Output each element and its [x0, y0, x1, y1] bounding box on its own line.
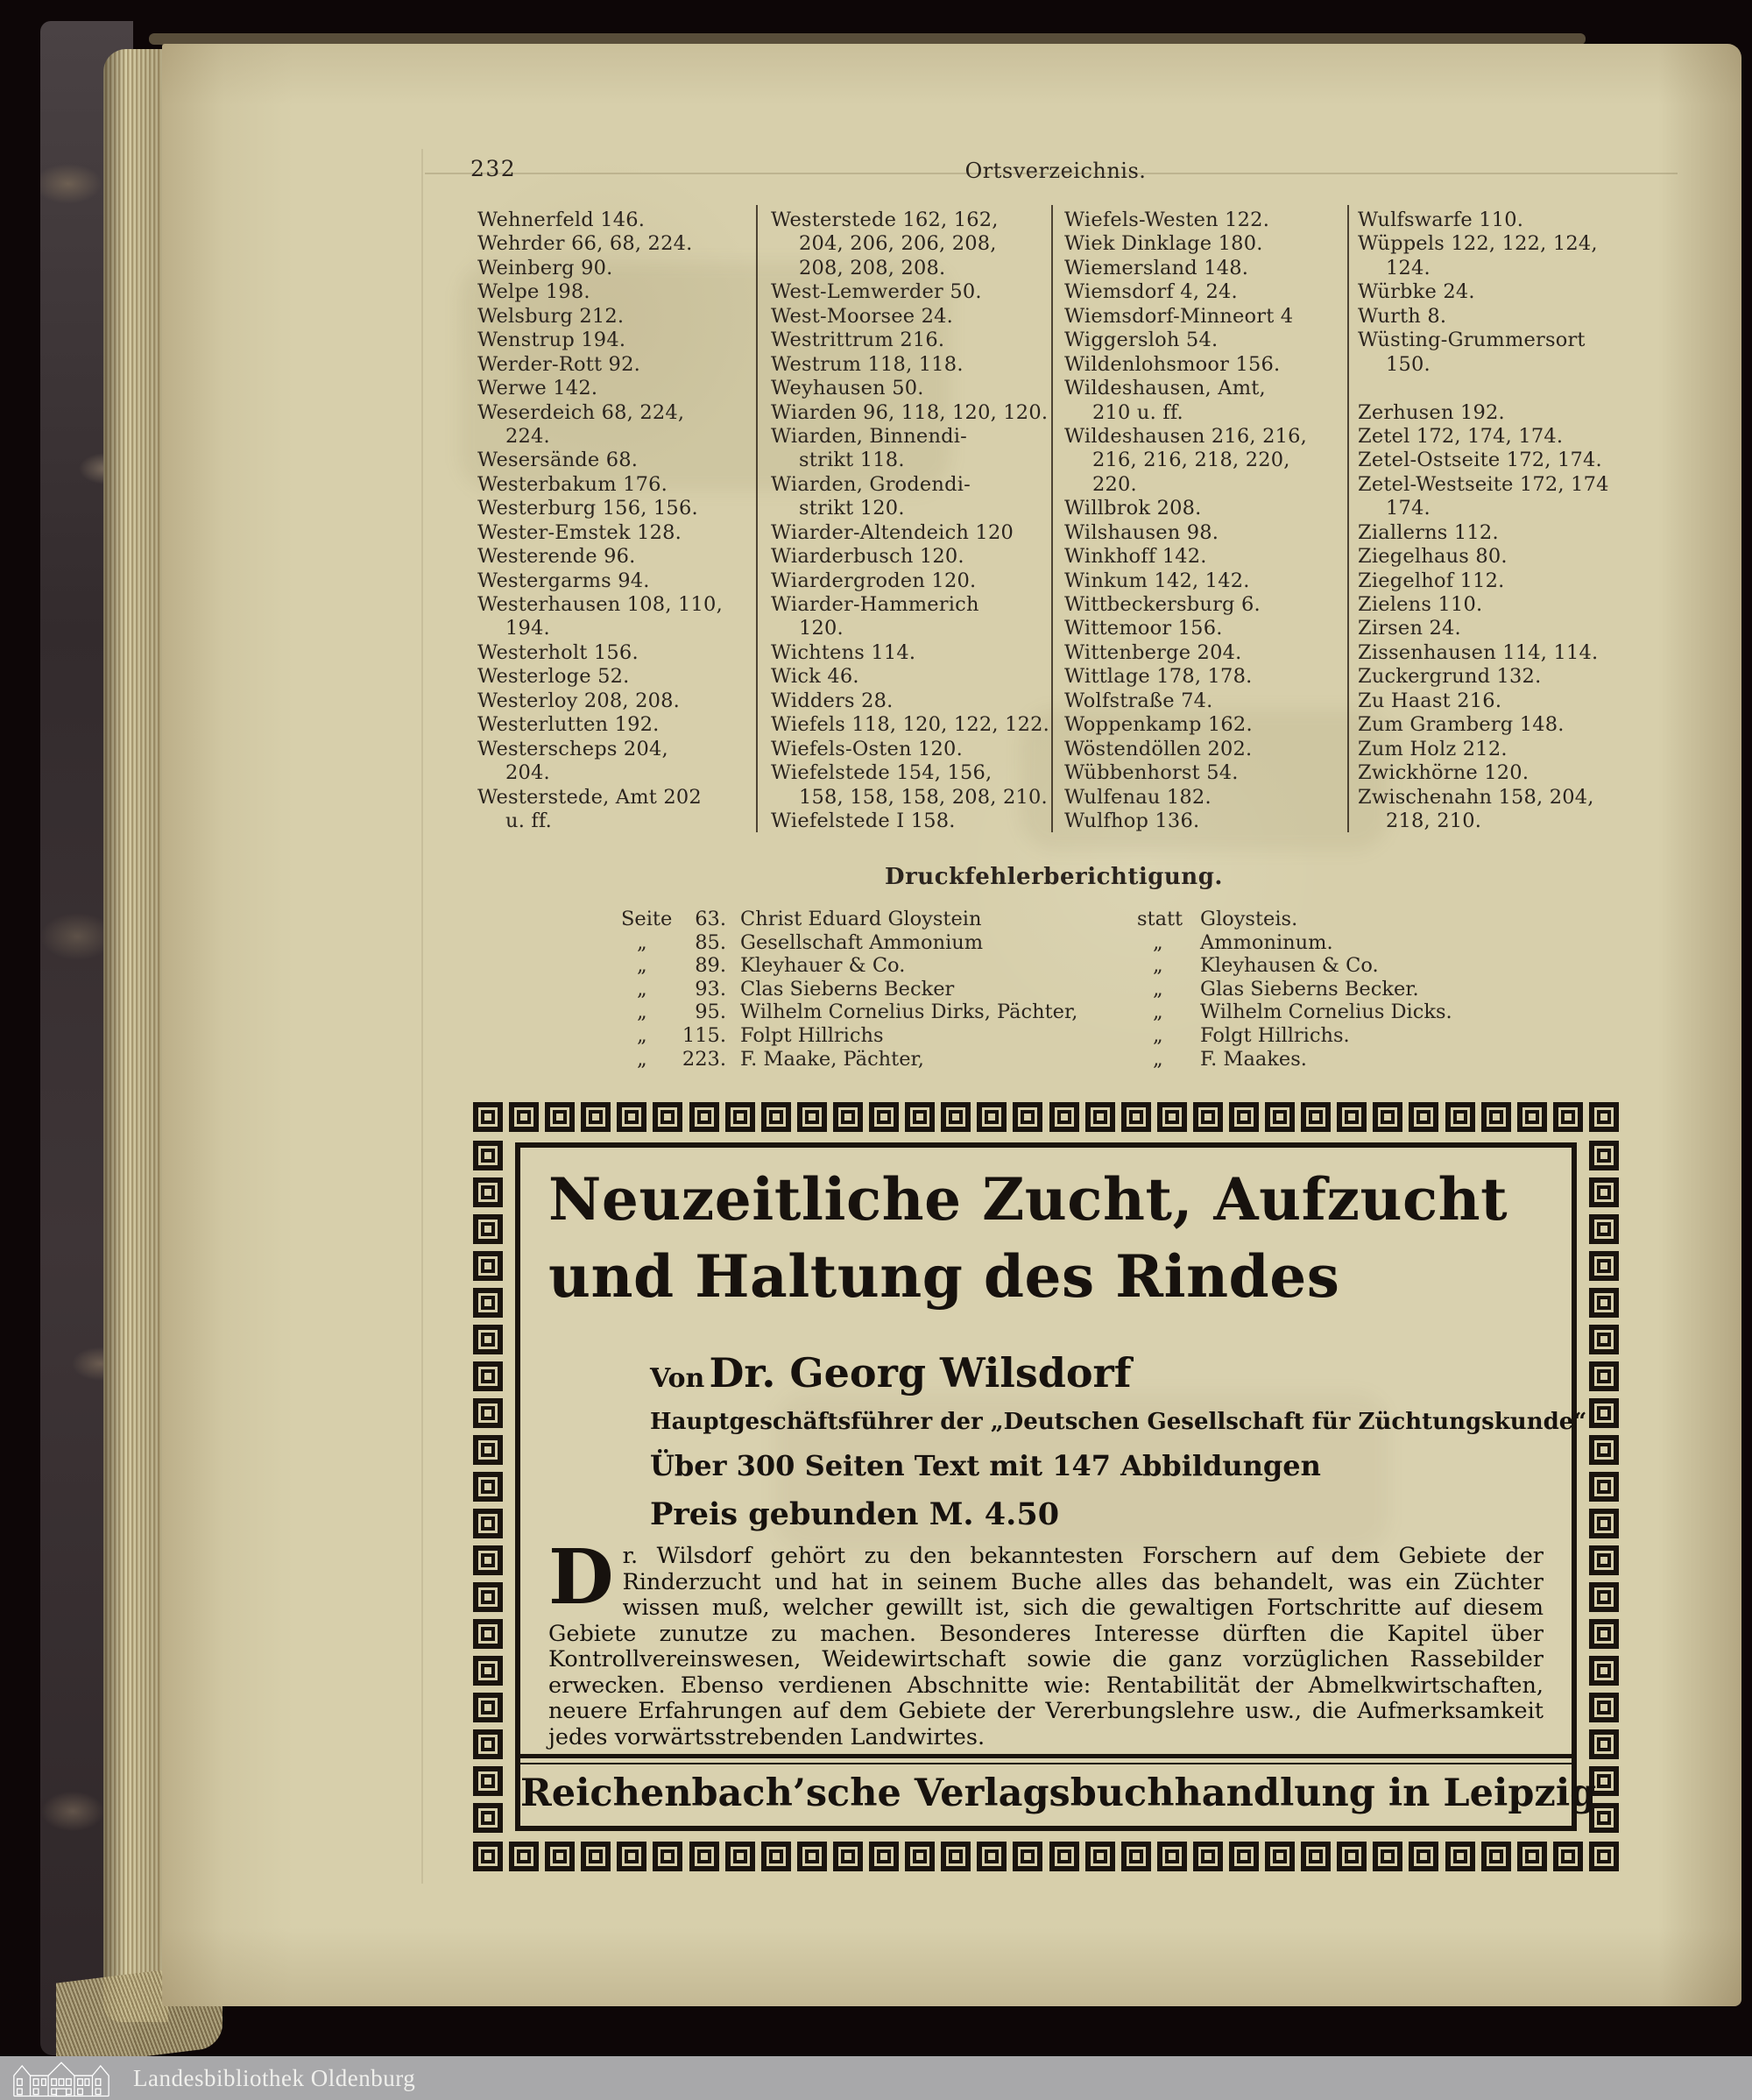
- meander-square-ornament: [689, 1102, 719, 1132]
- index-line: Welpe 198.: [477, 280, 590, 304]
- library-footer-bar: [0, 2056, 1752, 2100]
- meander-square-ornament: [1589, 1509, 1619, 1538]
- meander-square-ornament: [545, 1102, 575, 1132]
- meander-square-ornament: [1373, 1842, 1402, 1871]
- meander-square-ornament: [1085, 1842, 1115, 1871]
- index-line: Wiefelstede I 158.: [771, 809, 956, 832]
- meander-square-ornament: [833, 1102, 863, 1132]
- errata-cell: 85.: [695, 930, 726, 954]
- meander-square-ornament: [1157, 1102, 1187, 1132]
- ad-author: Dr. Georg Wilsdorf: [709, 1349, 1132, 1396]
- meander-square-ornament: [509, 1102, 539, 1132]
- ad-dropcap: D: [548, 1533, 614, 1622]
- meander-square-ornament: [1589, 1842, 1619, 1871]
- index-line: 220.: [1092, 472, 1137, 496]
- ad-title-line2: und Haltung des Rindes: [548, 1242, 1340, 1311]
- errata-row: [621, 1048, 1077, 1071]
- meander-square-ornament: [689, 1842, 719, 1871]
- index-line: Westerlutten 192.: [477, 713, 660, 737]
- errata-row: [621, 931, 1077, 955]
- meander-square-ornament: [509, 1842, 539, 1871]
- meander-square-ornament: [473, 1729, 503, 1759]
- index-line: strikt 118.: [799, 449, 905, 472]
- errata-cell: 63.: [695, 908, 726, 930]
- errata-row: [1137, 1001, 1452, 1024]
- index-line: Westerloy 208, 208.: [477, 689, 681, 712]
- errata-row: [621, 1024, 1077, 1048]
- meander-square-ornament: [1337, 1842, 1367, 1871]
- meander-square-ornament: [473, 1656, 503, 1686]
- index-line: Wick 46.: [771, 665, 859, 689]
- index-line: Westerende 96.: [477, 545, 636, 569]
- index-line: u. ff.: [505, 809, 553, 832]
- index-line: Wiemsdorf 4, 24.: [1064, 280, 1238, 304]
- meander-square-ornament: [473, 1141, 503, 1170]
- meander-square-ornament: [1193, 1842, 1223, 1871]
- errata-row: [621, 954, 1077, 978]
- meander-square-ornament: [1589, 1398, 1619, 1428]
- ad-description-text: r. Wilsdorf gehört zu den bekanntesten Forschern auf dem Gebiete der Rinderzucht und hat in seinem Buche alles das behandelt, was ein Züchter wissen muß, welcher gewillt ist, sich die gewaltigen Fortschritte auf diesem Gebiete zunutze zu machen. Besonderes Interesse dürften die Kapitel über Kontrollvereinswesen, Weidewirtschaft sowie die ganz vorzüglichen Rassebilder erwecken. Ebenso verdienen Abschnitte wie: Rentabilität der Abmelkwirtschaften, neuere Erfahrungen auf dem Gebiete der Vererbungslehre usw., die Aufmerksamkeit jedes vorwärtsstrebenden Landwirtes.: [548, 1543, 1544, 1750]
- meander-square-ornament: [1229, 1102, 1259, 1132]
- index-line: Ziegelhaus 80.: [1358, 545, 1508, 569]
- meander-square-ornament: [1229, 1842, 1259, 1871]
- library-building-logo: [12, 2059, 110, 2097]
- index-line: Westerbakum 176.: [477, 472, 668, 496]
- meander-square-ornament: [1049, 1842, 1079, 1871]
- index-line: Werwe 142.: [477, 377, 598, 400]
- index-line: 208, 208, 208.: [799, 256, 946, 279]
- index-line: 210 u. ff.: [1092, 400, 1183, 424]
- meander-square-ornament: [1589, 1214, 1619, 1244]
- meander-square-ornament: [797, 1842, 827, 1871]
- meander-square-ornament: [1589, 1582, 1619, 1612]
- index-column-2: [771, 209, 1065, 833]
- index-line: Wiefelstede 154, 156,: [771, 761, 993, 785]
- index-line: Wiemersland 148.: [1064, 256, 1249, 279]
- meander-square-ornament: [1121, 1842, 1151, 1871]
- index-line: Wiemsdorf-Minneort 4: [1064, 304, 1294, 328]
- errata-cell: „: [637, 930, 647, 954]
- index-line: Wittemoor 156.: [1064, 617, 1223, 640]
- index-line: Wilshausen 98.: [1064, 520, 1219, 544]
- index-line: Wiek Dinklage 180.: [1064, 232, 1263, 256]
- errata-cell: Wilhelm Cornelius Dicks.: [1200, 1001, 1452, 1024]
- index-line: Wenstrup 194.: [477, 329, 626, 352]
- meander-border-bottom: [473, 1842, 1619, 1871]
- meander-square-ornament: [473, 1102, 503, 1132]
- errata-cell: Gesellschaft Ammonium: [740, 930, 984, 954]
- errata-cell: Folgt Hillrichs.: [1200, 1023, 1350, 1047]
- index-column-3: [1064, 209, 1359, 833]
- meander-square-ornament: [473, 1435, 503, 1465]
- ad-byline: [650, 1349, 1132, 1396]
- meander-square-ornament: [1589, 1361, 1619, 1391]
- ad-description: [548, 1533, 1544, 1750]
- index-line: Westerburg 156, 156.: [477, 497, 698, 520]
- errata-correction-column: [1137, 908, 1452, 1071]
- errata-cell: Gloysteis.: [1200, 908, 1298, 930]
- index-line: Wiarderbusch 120.: [771, 545, 964, 569]
- ad-publisher: Reichenbach’sche Verlagsbuchhandlung in Leipzig: [520, 1771, 1597, 1815]
- errata-row: [621, 1001, 1077, 1024]
- index-line: Wiarden, Binnendi-: [771, 424, 967, 448]
- meander-square-ornament: [1481, 1102, 1511, 1132]
- index-line: Wöstendöllen 202.: [1064, 737, 1253, 760]
- index-column-1: [477, 209, 772, 833]
- index-line: Widders 28.: [771, 689, 894, 712]
- errata-cell: „: [637, 1023, 647, 1047]
- meander-square-ornament: [797, 1102, 827, 1132]
- errata-row: [1137, 978, 1452, 1001]
- meander-square-ornament: [1049, 1102, 1079, 1132]
- index-line: Zerhusen 192.: [1358, 400, 1505, 424]
- meander-square-ornament: [869, 1102, 899, 1132]
- index-line: Ziegelhof 112.: [1358, 569, 1505, 592]
- meander-square-ornament: [1589, 1325, 1619, 1354]
- index-line: Westrum 118, 118.: [771, 352, 964, 376]
- index-line: West-Moorsee 24.: [771, 304, 953, 328]
- meander-square-ornament: [545, 1842, 575, 1871]
- errata-cell: statt: [1137, 908, 1183, 930]
- index-line: Westrittrum 216.: [771, 329, 945, 352]
- ad-divider-rule: [520, 1754, 1572, 1764]
- ad-title-line1: Neuzeitliche Zucht, Aufzucht: [548, 1165, 1508, 1234]
- errata-row: [621, 908, 1077, 931]
- index-line: Wildenlohsmoor 156.: [1064, 352, 1281, 376]
- meander-square-ornament: [473, 1803, 503, 1833]
- errata-cell: Folpt Hillrichs: [740, 1023, 884, 1047]
- errata-cell: 95.: [695, 1001, 726, 1024]
- index-line: Westerstede 162, 162,: [771, 209, 999, 231]
- index-line: Wulfhop 136.: [1064, 809, 1200, 832]
- meander-square-ornament: [473, 1509, 503, 1538]
- meander-square-ornament: [1265, 1842, 1295, 1871]
- index-column-4: [1358, 209, 1652, 833]
- meander-square-ornament: [473, 1288, 503, 1318]
- index-line: Weyhausen 50.: [771, 377, 924, 400]
- meander-square-ornament: [1589, 1472, 1619, 1502]
- index-line: Wulfswarfe 110.: [1358, 209, 1524, 231]
- index-line: Wulfenau 182.: [1064, 785, 1212, 809]
- index-line: Zwischenahn 158, 204,: [1358, 785, 1594, 809]
- errata-row: [1137, 1024, 1452, 1048]
- ad-price: Preis gebunden M. 4.50: [650, 1496, 1060, 1532]
- meander-square-ornament: [653, 1842, 682, 1871]
- meander-square-ornament: [473, 1842, 503, 1871]
- meander-square-ornament: [1589, 1177, 1619, 1207]
- errata-cell: Seite: [621, 908, 673, 930]
- index-line: Wiardergroden 120.: [771, 569, 977, 592]
- index-line: 224.: [505, 424, 550, 448]
- meander-square-ornament: [1589, 1729, 1619, 1759]
- errata-cell: F. Maake, Pächter,: [740, 1047, 924, 1071]
- meander-square-ornament: [473, 1766, 503, 1796]
- index-line: Zirsen 24.: [1358, 617, 1461, 640]
- ad-book-details: Über 300 Seiten Text mit 147 Abbildungen: [650, 1449, 1321, 1482]
- meander-square-ornament: [581, 1842, 611, 1871]
- index-line: Wiarder-Altendeich 120: [771, 520, 1014, 544]
- index-line: [1358, 377, 1652, 400]
- index-line: 124.: [1386, 256, 1431, 279]
- meander-square-ornament: [869, 1842, 899, 1871]
- meander-square-ornament: [941, 1102, 971, 1132]
- meander-square-ornament: [1481, 1842, 1511, 1871]
- index-line: Wüppels 122, 122, 124,: [1358, 232, 1598, 256]
- errata-cell: Kleyhausen & Co.: [1200, 954, 1379, 978]
- page-edge-stack: [103, 49, 168, 2022]
- meander-square-ornament: [977, 1102, 1007, 1132]
- index-line: Wurth 8.: [1358, 304, 1447, 328]
- index-line: Zetel-Ostseite 172, 174.: [1358, 449, 1602, 472]
- running-header: Ortsverzeichnis.: [964, 159, 1147, 183]
- errata-cell: „: [637, 954, 647, 978]
- index-line: Wiarder-Hammerich: [771, 593, 979, 616]
- meander-square-ornament: [1013, 1842, 1042, 1871]
- meander-square-ornament: [1589, 1141, 1619, 1170]
- meander-square-ornament: [473, 1545, 503, 1575]
- book-page: [162, 44, 1741, 2006]
- index-line: Zissenhausen 114, 114.: [1358, 640, 1599, 664]
- errata-cell: „: [1153, 954, 1163, 978]
- index-line: Würbke 24.: [1358, 280, 1475, 304]
- meander-square-ornament: [1337, 1102, 1367, 1132]
- errata-row: [621, 978, 1077, 1001]
- meander-square-ornament: [905, 1842, 935, 1871]
- errata-cell: „: [1153, 977, 1163, 1001]
- index-line: 194.: [505, 617, 550, 640]
- index-line: Wiggersloh 54.: [1064, 329, 1219, 352]
- errata-cell: 223.: [682, 1047, 726, 1071]
- errata-row: [1137, 931, 1452, 955]
- index-line: strikt 120.: [799, 497, 905, 520]
- errata-cell: „: [1153, 1023, 1163, 1047]
- meander-square-ornament: [1553, 1842, 1583, 1871]
- meander-square-ornament: [1517, 1842, 1547, 1871]
- meander-square-ornament: [1409, 1102, 1438, 1132]
- index-line: Westerhausen 108, 110,: [477, 593, 723, 616]
- meander-square-ornament: [1517, 1102, 1547, 1132]
- meander-square-ornament: [1013, 1102, 1042, 1132]
- index-line: Wester-Emstek 128.: [477, 520, 682, 544]
- meander-square-ornament: [1085, 1102, 1115, 1132]
- meander-square-ornament: [617, 1842, 646, 1871]
- index-line: 216, 216, 218, 220,: [1092, 449, 1290, 472]
- meander-square-ornament: [473, 1582, 503, 1612]
- meander-square-ornament: [1589, 1288, 1619, 1318]
- errata-cell: 93.: [695, 977, 726, 1001]
- index-line: Westerholt 156.: [477, 640, 639, 664]
- index-line: Wittenberge 204.: [1064, 640, 1242, 664]
- index-line: Zetel-Westseite 172, 174: [1358, 472, 1609, 496]
- meander-square-ornament: [473, 1325, 503, 1354]
- errata-cell: „: [637, 977, 647, 1001]
- index-line: Zu Haast 216.: [1358, 689, 1502, 712]
- meander-square-ornament: [473, 1693, 503, 1722]
- meander-square-ornament: [617, 1102, 646, 1132]
- index-line: Wiefels-Osten 120.: [771, 737, 963, 760]
- meander-square-ornament: [1589, 1693, 1619, 1722]
- meander-square-ornament: [1589, 1102, 1619, 1132]
- meander-square-ornament: [725, 1102, 755, 1132]
- meander-square-ornament: [473, 1398, 503, 1428]
- index-line: West-Lemwerder 50.: [771, 280, 982, 304]
- meander-square-ornament: [1301, 1102, 1331, 1132]
- index-line: Zielens 110.: [1358, 593, 1483, 616]
- advertisement-box: [515, 1142, 1597, 1831]
- index-line: 204, 206, 206, 208,: [799, 232, 997, 256]
- meander-square-ornament: [473, 1361, 503, 1391]
- index-line: Wesersände 68.: [477, 449, 639, 472]
- meander-square-ornament: [1589, 1656, 1619, 1686]
- meander-square-ornament: [977, 1842, 1007, 1871]
- errata-row: [1137, 908, 1452, 931]
- errata-row: [1137, 954, 1452, 978]
- errata-cell: 89.: [695, 954, 726, 978]
- index-line: Werder-Rott 92.: [477, 352, 640, 376]
- errata-cell: Glas Sieberns Becker.: [1200, 977, 1419, 1001]
- meander-square-ornament: [473, 1177, 503, 1207]
- index-line: Wolfstraße 74.: [1064, 689, 1213, 712]
- index-line: Winkum 142, 142.: [1064, 569, 1250, 592]
- index-line: 204.: [505, 761, 550, 785]
- meander-square-ornament: [761, 1842, 791, 1871]
- errata-cell: „: [1153, 1047, 1163, 1071]
- index-line: Westerloge 52.: [477, 665, 630, 689]
- errata-cell: Christ Eduard Gloystein: [740, 908, 982, 930]
- index-line: Wichtens 114.: [771, 640, 916, 664]
- index-line: Wildeshausen 216, 216,: [1064, 424, 1308, 448]
- meander-border-left: [473, 1141, 503, 1833]
- meander-square-ornament: [1121, 1102, 1151, 1132]
- index-line: Wiarden 96, 118, 120, 120.: [771, 400, 1049, 424]
- index-line: Zum Holz 212.: [1358, 737, 1508, 760]
- index-line: Welsburg 212.: [477, 304, 625, 328]
- meander-square-ornament: [941, 1842, 971, 1871]
- errata-cell: „: [1153, 930, 1163, 954]
- page-number: 232: [470, 156, 517, 181]
- errata-cell: „: [637, 1001, 647, 1024]
- meander-square-ornament: [653, 1102, 682, 1132]
- index-line: Wildeshausen, Amt,: [1064, 377, 1266, 400]
- meander-border-right: [1589, 1141, 1619, 1833]
- meander-square-ornament: [761, 1102, 791, 1132]
- index-line: 218, 210.: [1386, 809, 1482, 832]
- meander-square-ornament: [833, 1842, 863, 1871]
- index-line: Weinberg 90.: [477, 256, 613, 279]
- meander-border-top: [473, 1102, 1619, 1132]
- column-divider-rule: [1347, 205, 1349, 832]
- errata-cell: „: [637, 1047, 647, 1071]
- column-divider-rule: [756, 205, 758, 832]
- errata-cell: Kleyhauer & Co.: [740, 954, 906, 978]
- meander-square-ornament: [1589, 1251, 1619, 1281]
- meander-square-ornament: [1157, 1842, 1187, 1871]
- index-line: Wehnerfeld 146.: [477, 209, 646, 231]
- index-line: Willbrok 208.: [1064, 497, 1202, 520]
- index-line: Wiefels-Westen 122.: [1064, 209, 1270, 231]
- index-line: Wittbeckersburg 6.: [1064, 593, 1261, 616]
- index-line: Westerscheps 204,: [477, 737, 668, 760]
- column-divider-rule: [1051, 205, 1053, 832]
- index-line: Wittlage 178, 178.: [1064, 665, 1253, 689]
- errata-cell: Wilhelm Cornelius Dirks, Pächter,: [740, 1001, 1078, 1024]
- index-line: Zum Gramberg 148.: [1358, 713, 1565, 737]
- index-line: Westerstede, Amt 202: [477, 785, 702, 809]
- book-advertisement: [473, 1102, 1619, 1871]
- index-line: Wehrder 66, 68, 224.: [477, 232, 693, 256]
- errata-cell: Ammoninum.: [1200, 930, 1333, 954]
- index-line: 120.: [799, 617, 844, 640]
- index-line: 174.: [1386, 497, 1431, 520]
- index-line: Ziallerns 112.: [1358, 520, 1499, 544]
- meander-square-ornament: [1265, 1102, 1295, 1132]
- meander-square-ornament: [1589, 1619, 1619, 1649]
- errata-cell: 115.: [682, 1023, 726, 1047]
- index-line: Zwickhörne 120.: [1358, 761, 1529, 785]
- index-line: 150.: [1386, 352, 1431, 376]
- ad-byline-prefix: Von: [650, 1363, 705, 1394]
- place-name-index: [162, 209, 1741, 836]
- errata-original-column: [621, 908, 1077, 1071]
- errata-cell: F. Maakes.: [1200, 1047, 1307, 1071]
- meander-square-ornament: [473, 1472, 503, 1502]
- meander-square-ornament: [473, 1214, 503, 1244]
- index-line: Zetel 172, 174, 174.: [1358, 424, 1564, 448]
- index-line: Wiefels 118, 120, 122, 122.: [771, 713, 1050, 737]
- meander-square-ornament: [1409, 1842, 1438, 1871]
- library-name-label: Landesbibliothek Oldenburg: [133, 2064, 416, 2091]
- meander-square-ornament: [1373, 1102, 1402, 1132]
- meander-square-ornament: [1589, 1545, 1619, 1575]
- index-line: 158, 158, 158, 208, 210.: [799, 785, 1048, 809]
- meander-square-ornament: [905, 1102, 935, 1132]
- index-line: Wübbenhorst 54.: [1064, 761, 1239, 785]
- ad-author-role: Hauptgeschäftsführer der „Deutschen Gesellschaft für Züchtungskunde“: [650, 1409, 1587, 1435]
- meander-square-ornament: [1193, 1102, 1223, 1132]
- index-line: Westergarms 94.: [477, 569, 650, 592]
- errata-row: [1137, 1048, 1452, 1071]
- meander-square-ornament: [473, 1619, 503, 1649]
- meander-square-ornament: [473, 1251, 503, 1281]
- meander-square-ornament: [725, 1842, 755, 1871]
- errata-cell: „: [1153, 1001, 1163, 1024]
- index-line: Weserdeich 68, 224,: [477, 400, 685, 424]
- meander-square-ornament: [581, 1102, 611, 1132]
- meander-square-ornament: [1301, 1842, 1331, 1871]
- index-line: Zuckergrund 132.: [1358, 665, 1542, 689]
- index-line: Wiarden, Grodendi-: [771, 472, 971, 496]
- index-line: Winkhoff 142.: [1064, 545, 1207, 569]
- meander-square-ornament: [1553, 1102, 1583, 1132]
- errata-title: Druckfehlerberichtigung.: [885, 864, 1223, 890]
- meander-square-ornament: [1589, 1435, 1619, 1465]
- meander-square-ornament: [1445, 1102, 1475, 1132]
- index-line: Woppenkamp 162.: [1064, 713, 1253, 737]
- errata-cell: Clas Sieberns Becker: [740, 977, 955, 1001]
- index-line: Wüsting-Grummersort: [1358, 329, 1586, 352]
- meander-square-ornament: [1445, 1842, 1475, 1871]
